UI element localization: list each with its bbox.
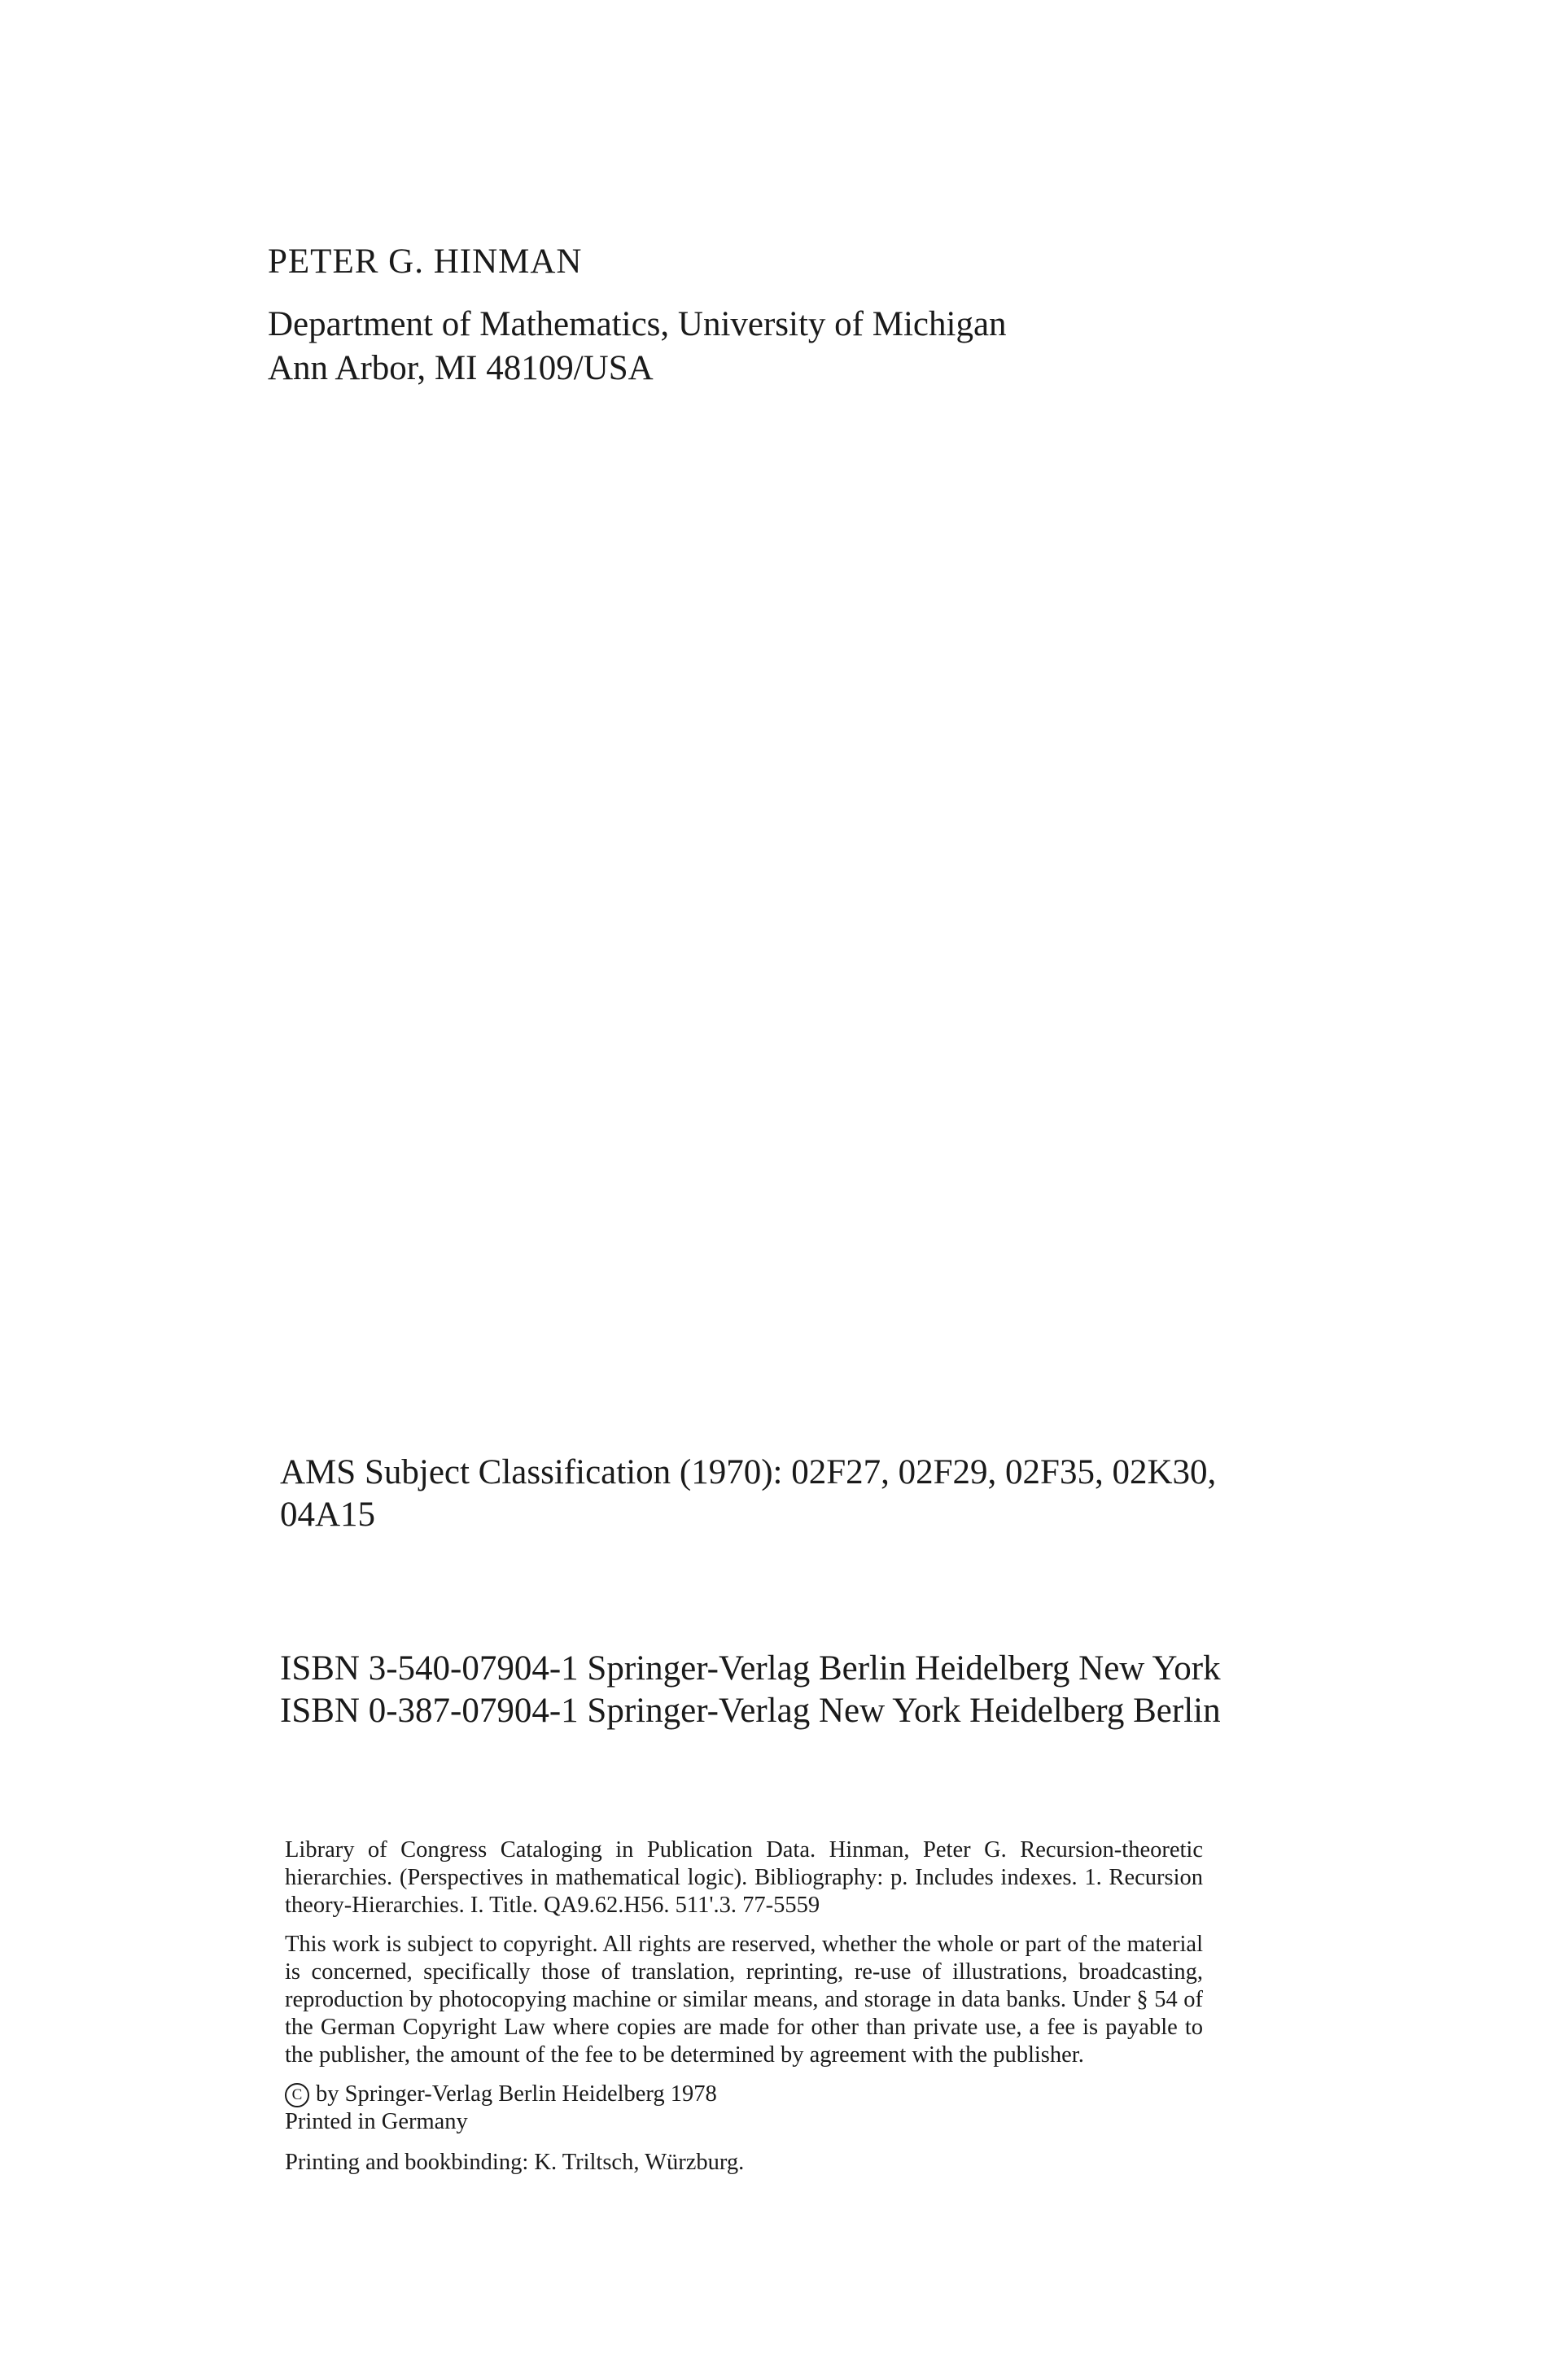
ams-classification-line1: AMS Subject Classification (1970): 02F27, 02F29, 02F35, 02K30, — [280, 1453, 1217, 1491]
ams-classification-line2: 04A15 — [280, 1496, 376, 1534]
copyright-line — [285, 2081, 1203, 2108]
author-name: PETER G. HINMAN — [268, 242, 583, 281]
affiliation-department: Department of Mathematics, University of Michigan — [268, 305, 1007, 343]
printed-in: Printed in Germany — [285, 2109, 468, 2134]
fine-print-block — [285, 1836, 1203, 2177]
isbn-new-york: ISBN 0-387-07904-1 Springer-Verlag New York Heidelberg Berlin — [280, 1692, 1221, 1730]
cataloging-data: Library of Congress Cataloging in Publication Data. Hinman, Peter G. Recursion-theoretic hierarchies. (Perspectives in mathematical logic). Bibliography: p. Includes indexes. 1. Recursion theory-Hierarchies. I. Title. QA9.62.H56. 511'.3. 77-5559 — [285, 1837, 1203, 1918]
ams-classification — [280, 1452, 1297, 1536]
isbn-berlin: ISBN 3-540-07904-1 Springer-Verlag Berlin Heidelberg New York — [280, 1649, 1221, 1688]
author-block — [268, 241, 1007, 391]
printing-bookbinding: Printing and bookbinding: K. Triltsch, Würzburg. — [285, 2150, 745, 2175]
copyright-holder: by Springer-Verlag Berlin Heidelberg 1978 — [316, 2081, 717, 2107]
affiliation-address: Ann Arbor, MI 48109/USA — [268, 349, 654, 387]
copyright-notice: This work is subject to copyright. All rights are reserved, whether the whole or part of the material is concerned, specifically those of translation, reprinting, re-use of illustrations, broadcasting, reproduction by photocopying machine or similar means, and storage in data banks. Under § 54 of the German Copyright Law where copies are made for other than private use, a fee is payable to the publisher, the amount of the fee to be determined by agreement with the publisher. — [285, 1932, 1203, 2068]
isbn-block — [280, 1648, 1221, 1732]
copyright-icon: C — [285, 2083, 309, 2107]
